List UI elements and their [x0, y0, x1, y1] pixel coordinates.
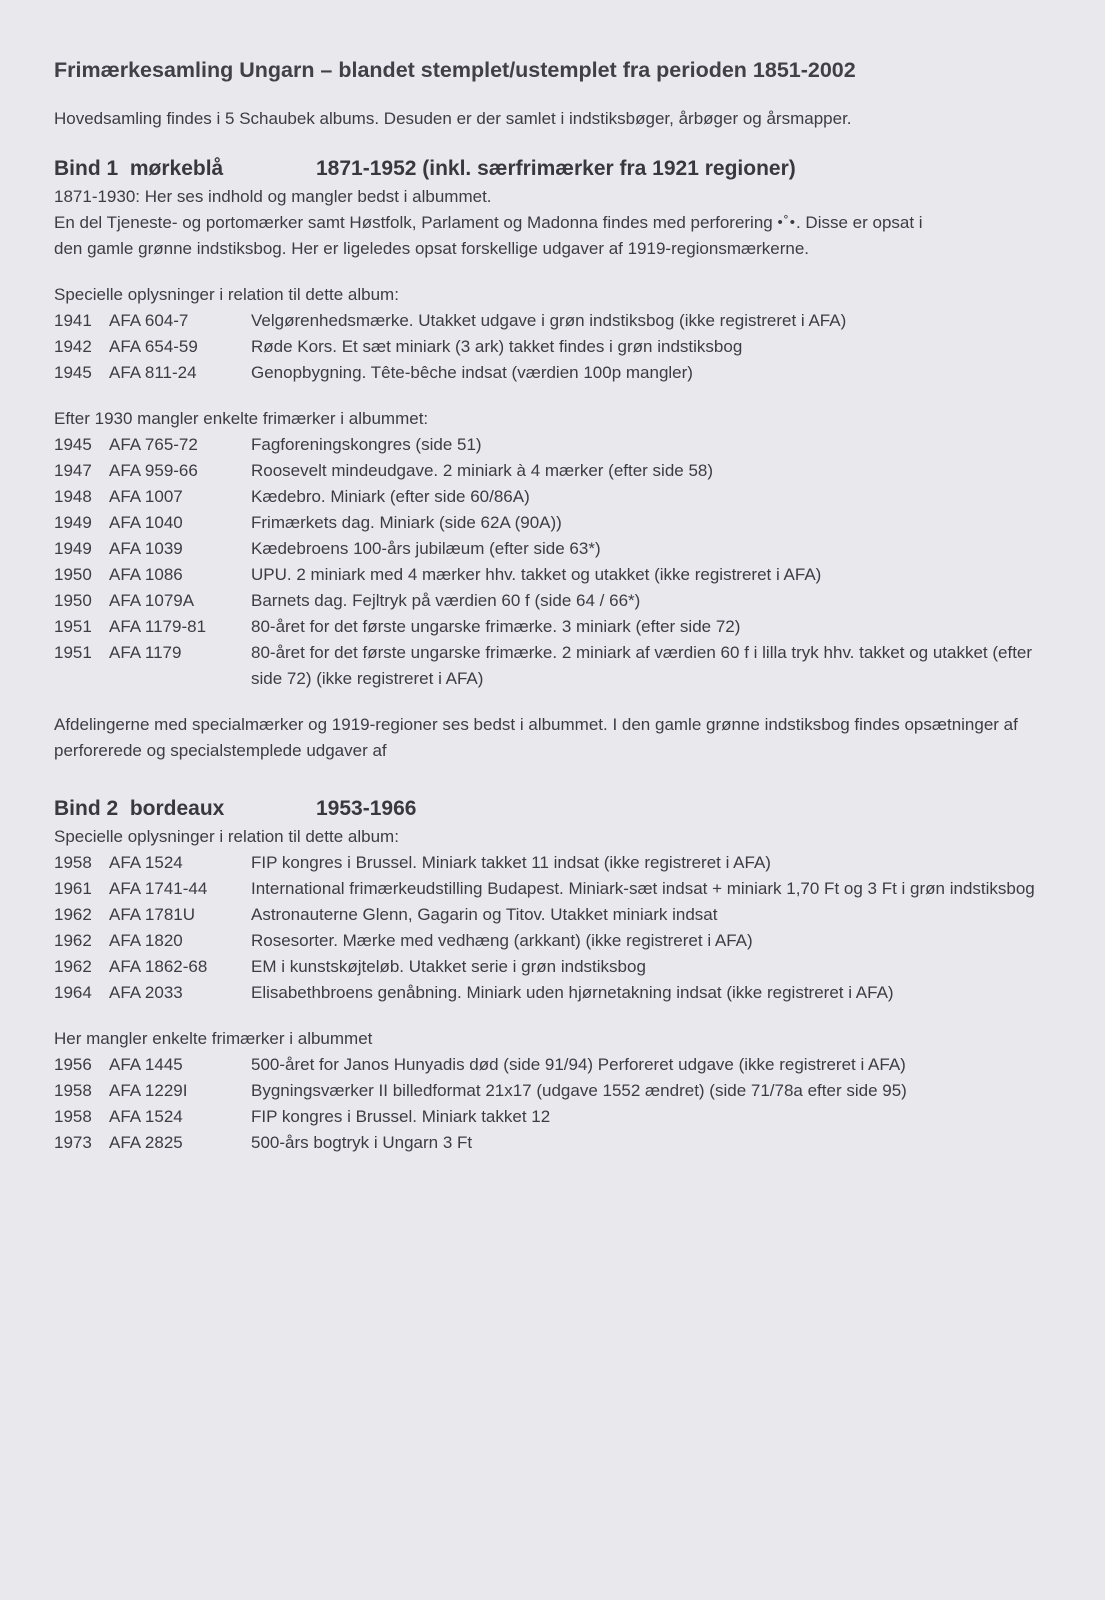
- item-description: Kædebro. Miniark (efter side 60/86A): [251, 487, 530, 506]
- item-description: FIP kongres i Brussel. Miniark takket 11 indsat (ikke registreret i AFA): [251, 853, 771, 872]
- bind1-heading: [54, 154, 1065, 184]
- item-year: 1950: [54, 591, 92, 610]
- item-afa-number: AFA 1179-81: [109, 617, 207, 636]
- item-afa-number: AFA 1741-44: [109, 879, 208, 898]
- bind1-missing-heading: Efter 1930 mangler enkelte frimærker i albummet:: [54, 409, 429, 428]
- item-description: Rosesorter. Mærke med vedhæng (arkkant) (ikke registreret i AFA): [251, 931, 753, 950]
- item-year: 1961: [54, 879, 92, 898]
- item-description: Røde Kors. Et sæt miniark (3 ark) takket findes i grøn indstiksbog: [251, 337, 743, 356]
- item-description: Velgørenhedsmærke. Utakket udgave i grøn indstiksbog (ikke registreret i AFA): [251, 311, 847, 330]
- item-description: Bygningsværker II billedformat 21x17 (udgave 1552 ændret) (side 71/78a efter side 95): [251, 1081, 907, 1100]
- bind1-missing-section: [54, 406, 1065, 692]
- list-item: [54, 432, 1065, 458]
- list-item: [54, 928, 1065, 954]
- item-description: 500-års bogtryk i Ungarn 3 Ft: [251, 1133, 473, 1152]
- item-year: 1962: [54, 957, 92, 976]
- bind2-missing-list: [54, 1052, 1065, 1156]
- item-year: 1951: [54, 643, 92, 662]
- item-afa-number: AFA 2825: [109, 1133, 183, 1152]
- item-description: Genopbygning. Tête-bêche indsat (værdien 100p mangler): [251, 363, 693, 382]
- item-description: Roosevelt mindeudgave. 2 miniark à 4 mærker (efter side 58): [251, 461, 714, 480]
- bind1-line2: [54, 210, 1065, 236]
- item-year: 1949: [54, 513, 92, 532]
- item-afa-number: AFA 1445: [109, 1055, 183, 1074]
- item-year: 1942: [54, 337, 92, 356]
- list-item: [54, 640, 1065, 692]
- item-afa-number: AFA 1862-68: [109, 957, 208, 976]
- item-afa-number: AFA 1179: [109, 643, 182, 662]
- item-year: 1964: [54, 983, 92, 1002]
- bind1-missing-list: [54, 432, 1065, 692]
- list-item: [54, 458, 1065, 484]
- item-afa-number: AFA 959-66: [109, 461, 198, 480]
- item-year: 1949: [54, 539, 92, 558]
- bind1-line1: 1871-1930: Her ses indhold og mangler bedst i albummet.: [54, 187, 492, 206]
- bind2-special-list: [54, 850, 1065, 1006]
- list-item: [54, 1078, 1065, 1104]
- item-description: 80-året for det første ungarske frimærke. 2 miniark af værdien 60 f i lilla tryk hhv. takket og utakket (efter side 72) (ikke registreret i AFA): [251, 643, 1033, 688]
- list-item: [54, 980, 1065, 1006]
- item-year: 1958: [54, 1107, 92, 1126]
- item-description: 500-året for Janos Hunyadis død (side 91/94) Perforeret udgave (ikke registreret i AFA): [251, 1055, 906, 1074]
- bind1-special-list: [54, 308, 1065, 386]
- list-item: [54, 588, 1065, 614]
- item-afa-number: AFA 1781U: [109, 905, 196, 924]
- bind1-special-section: [54, 282, 1065, 386]
- item-afa-number: AFA 811-24: [109, 363, 197, 382]
- bind2-range: 1953-1966: [316, 797, 417, 820]
- item-year: 1950: [54, 565, 92, 584]
- list-item: [54, 536, 1065, 562]
- intro-paragraph: Hovedsamling findes i 5 Schaubek albums. Desuden er der samlet i indstiksbøger, årbøger og årsmapper.: [54, 109, 852, 128]
- bind1-line2-start: En del Tjeneste- og portomærker samt Høstfolk, Parlament og Madonna findes med perforering: [54, 213, 773, 232]
- list-item: [54, 876, 1065, 902]
- list-item: [54, 334, 1065, 360]
- list-item: [54, 1104, 1065, 1130]
- item-year: 1951: [54, 617, 92, 636]
- list-item: [54, 850, 1065, 876]
- bind2-heading: [54, 794, 1065, 824]
- list-item: [54, 954, 1065, 980]
- item-description: EM i kunstskøjteløb. Utakket serie i grøn indstiksbog: [251, 957, 646, 976]
- list-item: [54, 1130, 1065, 1156]
- item-afa-number: AFA 1820: [109, 931, 183, 950]
- item-year: 1958: [54, 1081, 92, 1100]
- item-afa-number: AFA 2033: [109, 983, 183, 1002]
- bind1-line2-end: . Disse er opsat i: [795, 213, 923, 232]
- item-description: 80-året for det første ungarske frimærke. 3 miniark (efter side 72): [251, 617, 741, 636]
- document-title: Frimærkesamling Ungarn – blandet stemplet/ustemplet fra perioden 1851-2002: [54, 58, 856, 82]
- item-year: 1945: [54, 435, 92, 454]
- list-item: [54, 1052, 1065, 1078]
- item-year: 1947: [54, 461, 92, 480]
- item-afa-number: AFA 654-59: [109, 337, 198, 356]
- item-description: FIP kongres i Brussel. Miniark takket 12: [251, 1107, 551, 1126]
- item-afa-number: AFA 1524: [109, 1107, 183, 1126]
- item-year: 1941: [54, 311, 92, 330]
- bind2-name: Bind 2 bordeaux: [54, 797, 225, 820]
- bind1-special-heading: Specielle oplysninger i relation til dette album:: [54, 285, 399, 304]
- item-year: 1962: [54, 931, 92, 950]
- item-afa-number: AFA 1524: [109, 853, 183, 872]
- item-afa-number: AFA 1086: [109, 565, 183, 584]
- bind1-closing-paragraph: Afdelingerne med specialmærker og 1919-regioner ses bedst i albummet. I den gamle grønne indstiksbog findes opsætninger af perforerede og specialstemplede udgaver af: [54, 715, 1018, 760]
- item-year: 1958: [54, 853, 92, 872]
- list-item: [54, 308, 1065, 334]
- bind2-missing-section: [54, 1026, 1065, 1156]
- list-item: [54, 360, 1065, 386]
- item-afa-number: AFA 1229I: [109, 1081, 188, 1100]
- bind1-name: Bind 1 mørkeblå: [54, 157, 224, 180]
- item-year: 1973: [54, 1133, 92, 1152]
- bind1-range: 1871-1952 (inkl. særfrimærker fra 1921 regioner): [316, 157, 796, 180]
- list-item: [54, 562, 1065, 588]
- bind1-line3: den gamle grønne indstiksbog. Her er ligeledes opsat forskellige udgaver af 1919-regionsmærkerne.: [54, 239, 810, 258]
- perforation-symbol-icon: •˚•: [777, 214, 796, 231]
- item-afa-number: AFA 765-72: [109, 435, 198, 454]
- item-description: Fagforeningskongres (side 51): [251, 435, 482, 454]
- item-year: 1948: [54, 487, 92, 506]
- item-description: Kædebroens 100-års jubilæum (efter side 63*): [251, 539, 601, 558]
- bind2-missing-heading: Her mangler enkelte frimærker i albummet: [54, 1029, 373, 1048]
- item-year: 1945: [54, 363, 92, 382]
- item-afa-number: AFA 1007: [109, 487, 183, 506]
- list-item: [54, 510, 1065, 536]
- item-description: Barnets dag. Fejltryk på værdien 60 f (side 64 / 66*): [251, 591, 641, 610]
- item-afa-number: AFA 604-7: [109, 311, 189, 330]
- item-description: Astronauterne Glenn, Gagarin og Titov. Utakket miniark indsat: [251, 905, 718, 924]
- item-description: Elisabethbroens genåbning. Miniark uden hjørnetakning indsat (ikke registreret i AFA): [251, 983, 894, 1002]
- item-description: International frimærkeudstilling Budapest. Miniark-sæt indsat + miniark 1,70 Ft og 3 Ft i grøn indstiksbog: [251, 879, 1035, 898]
- item-year: 1962: [54, 905, 92, 924]
- item-afa-number: AFA 1039: [109, 539, 183, 558]
- list-item: [54, 484, 1065, 510]
- list-item: [54, 902, 1065, 928]
- item-afa-number: AFA 1079A: [109, 591, 195, 610]
- item-afa-number: AFA 1040: [109, 513, 183, 532]
- item-year: 1956: [54, 1055, 92, 1074]
- item-description: UPU. 2 miniark med 4 mærker hhv. takket og utakket (ikke registreret i AFA): [251, 565, 822, 584]
- list-item: [54, 614, 1065, 640]
- item-description: Frimærkets dag. Miniark (side 62A (90A)): [251, 513, 562, 532]
- bind2-special-heading: Specielle oplysninger i relation til dette album:: [54, 827, 399, 846]
